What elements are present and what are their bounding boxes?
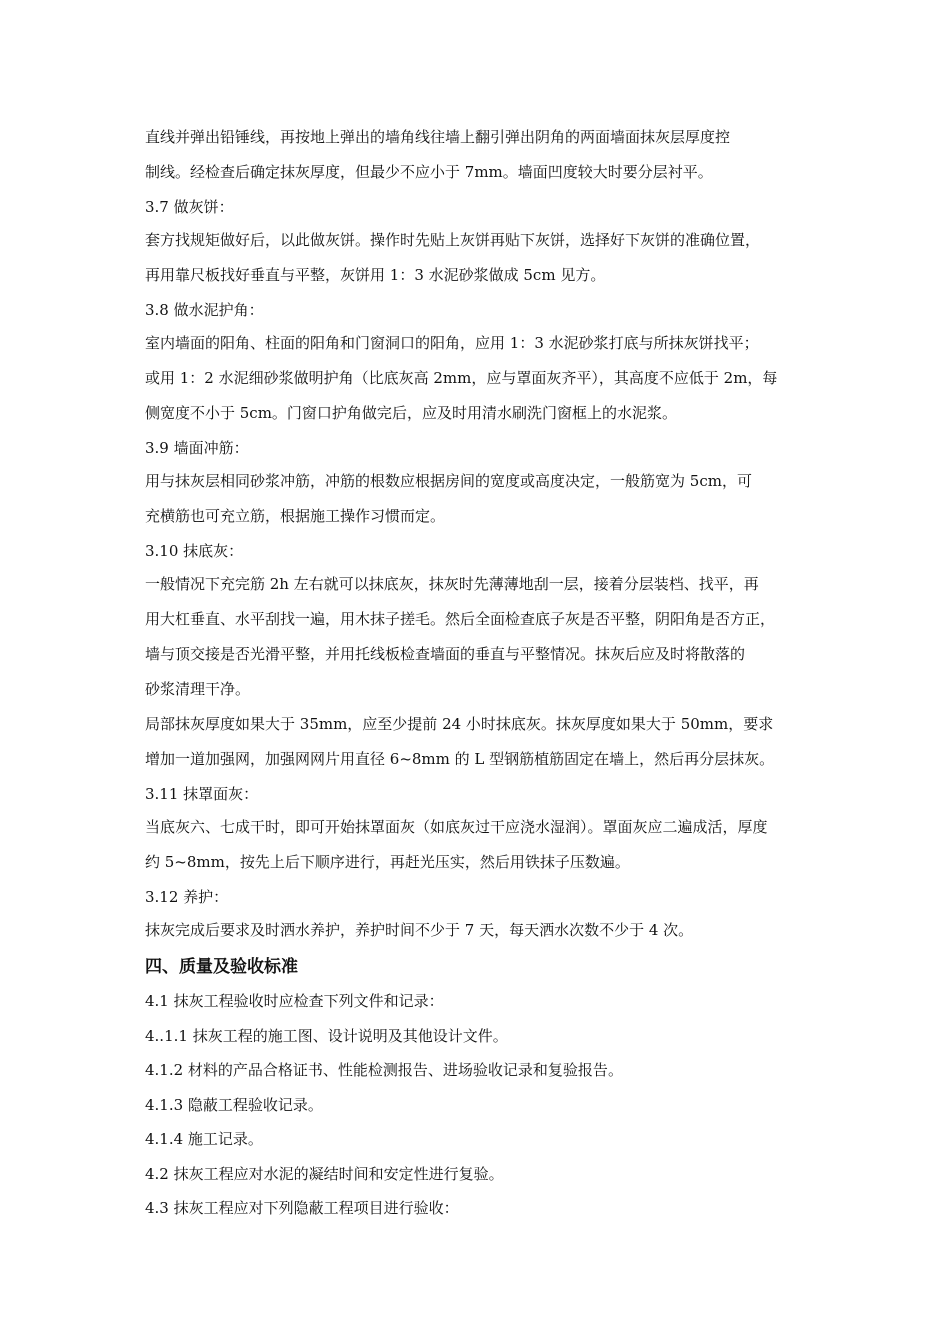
subsection-heading: 3.7 做灰饼： (145, 198, 234, 216)
paragraph-line: 用大杠垂直、水平刮找一遍，用木抹子搓毛。然后全面检查底子灰是否平整，阴阳角是否方正， (145, 610, 776, 628)
paragraph-line: 局部抹灰厚度如果大于 35mm，应至少提前 24 小时抹底灰。抹灰厚度如果大于 50mm，要求 (145, 715, 774, 733)
paragraph-line: 或用 1：2 水泥细砂浆做明护角（比底灰高 2mm，应与罩面灰齐平），其高度不应低于 2m，每 (145, 369, 778, 387)
document-page (145, 124, 815, 1230)
paragraph-line: 室内墙面的阳角、柱面的阳角和门窗洞口的阳角，应用 1：3 水泥砂浆打底与所抹灰饼找平； (145, 334, 759, 352)
subsection-heading: 3.8 做水泥护角： (145, 301, 264, 319)
paragraph-line: 抹灰完成后要求及时洒水养护，养护时间不少于 7 天，每天洒水次数不少于 4 次。 (145, 921, 694, 939)
list-item: 4.1 抹灰工程验收时应检查下列文件和记录： (145, 992, 444, 1010)
paragraph-line: 套方找规矩做好后，以此做灰饼。操作时先贴上灰饼再贴下灰饼，选择好下灰饼的准确位置， (145, 231, 761, 249)
paragraph-line: 用与抹灰层相同砂浆冲筋，冲筋的根数应根据房间的宽度或高度决定，一般筋宽为 5cm，可 (145, 472, 752, 490)
list-item: 4.1.4 施工记录。 (145, 1130, 263, 1148)
paragraph-line: 约 5~8mm，按先上后下顺序进行，再赶光压实，然后用铁抹子压数遍。 (145, 853, 630, 871)
paragraph-line: 直线并弹出铅锤线，再按地上弹出的墙角线往墙上翻引弹出阴角的两面墙面抹灰层厚度控 (145, 128, 731, 146)
subsection-heading: 3.11 抹罩面灰： (145, 785, 259, 803)
list-item: 4.3 抹灰工程应对下列隐蔽工程项目进行验收： (145, 1199, 459, 1217)
list-item: 4.1.3 隐蔽工程验收记录。 (145, 1095, 323, 1114)
paragraph-line: 侧宽度不小于 5cm。门窗口护角做完后，应及时用清水刷洗门窗框上的水泥浆。 (145, 404, 677, 422)
subsection-heading: 3.9 墙面冲筋： (145, 439, 249, 457)
paragraph-line: 制线。经检查后确定抹灰厚度，但最少不应小于 7mm。墙面凹度较大时要分层衬平。 (145, 163, 713, 181)
paragraph-line: 再用靠尺板找好垂直与平整，灰饼用 1：3 水泥砂浆做成 5cm 见方。 (145, 266, 606, 284)
paragraph-line: 墙与顶交接是否光滑平整，并用托线板检查墙面的垂直与平整情况。抹灰后应及时将散落的 (145, 645, 746, 663)
section-heading: 四、质量及验收标准 (145, 957, 298, 977)
list-item: 4..1.1 抹灰工程的施工图、设计说明及其他设计文件。 (145, 1026, 508, 1045)
list-item: 4.2 抹灰工程应对水泥的凝结时间和安定性进行复验。 (145, 1164, 504, 1183)
paragraph-line: 砂浆清理干净。 (145, 680, 251, 698)
subsection-heading: 3.10 抹底灰： (145, 542, 244, 560)
paragraph-line: 当底灰六、七成干时，即可开始抹罩面灰（如底灰过干应浇水湿润）。罩面灰应二遍成活，厚度 (145, 818, 768, 836)
paragraph-line: 增加一道加强网，加强网网片用直径 6~8mm 的 L 型钢筋植筋固定在墙上，然后再分层抹灰。 (145, 750, 775, 768)
paragraph-line: 充横筋也可充立筋，根据施工操作习惯而定。 (145, 507, 446, 525)
subsection-heading: 3.12 养护： (145, 888, 229, 906)
list-item: 4.1.2 材料的产品合格证书、性能检测报告、进场验收记录和复验报告。 (145, 1061, 623, 1079)
paragraph-line: 一般情况下充完筋 2h 左右就可以抹底灰，抹灰时先薄薄地刮一层，接着分层装档、找平，再 (145, 575, 759, 593)
